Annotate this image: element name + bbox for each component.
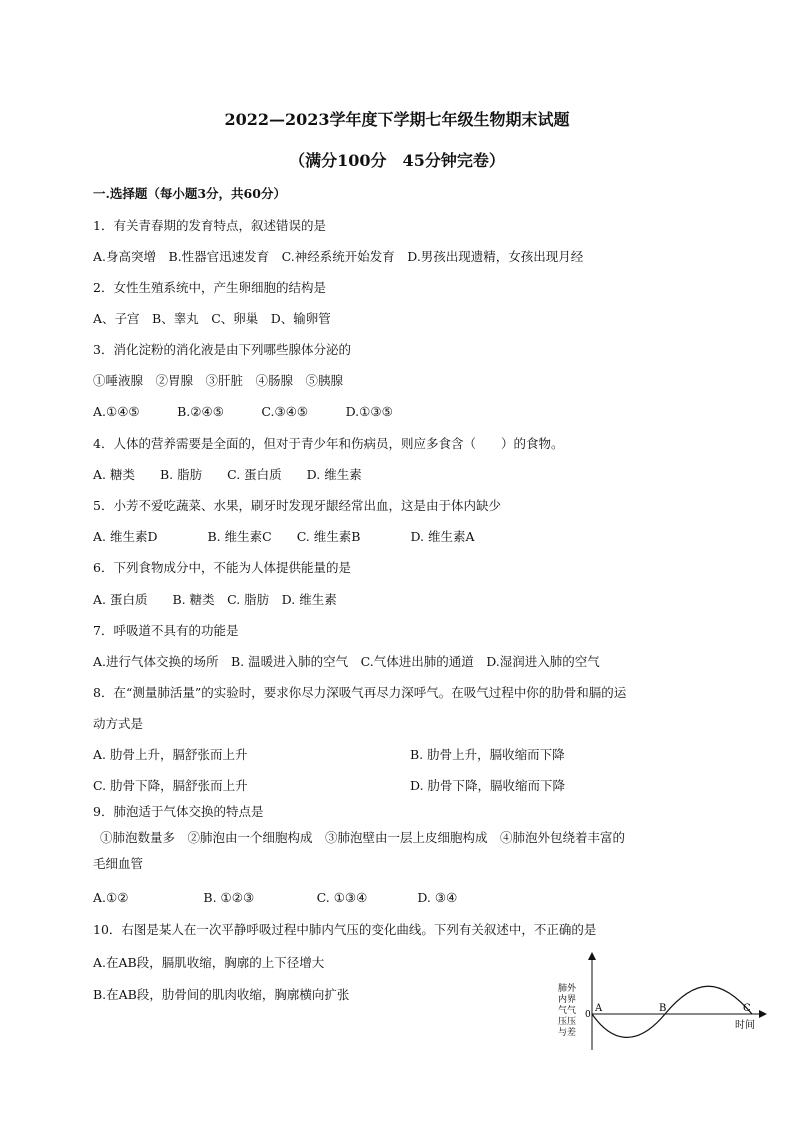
question-3-items: ①唾液腺 ②胃腺 ③肝脏 ④肠腺 ⑤胰腺 (93, 373, 344, 388)
point-a-label: A (595, 1003, 603, 1014)
question-9-items-continued: 毛细血管 (93, 856, 144, 871)
question-7-options: A.进行气体交换的场所 B. 温暖进入肺的空气 C.气体进出肺的通道 D.湿润进入肺的空气 (93, 654, 600, 669)
pressure-curve (592, 986, 752, 1037)
y-label-line-1: 肺外 (558, 984, 577, 994)
question-5-options: A. 维生素D B. 维生素C C. 维生素B D. 维生素A (93, 529, 475, 544)
question-3-options: A.①④⑤ B.②④⑤ C.③④⑤ D.①③⑤ (93, 404, 393, 419)
y-label-line-5: 与差 (558, 1028, 577, 1038)
question-6-options: A. 蛋白质 B. 糖类 C. 脂肪 D. 维生素 (93, 592, 337, 607)
question-8-continued: 动方式是 (93, 716, 144, 731)
question-6: 6．下列食物成分中，不能为人体提供能量的是 (93, 560, 351, 575)
page-title: 2022—2023学年度下学期七年级生物期末试题 (224, 110, 570, 129)
pressure-graph (555, 950, 775, 1060)
question-7: 7．呼吸道不具有的功能是 (93, 623, 239, 638)
question-9-items: ①肺泡数量多 ②肺泡由一个细胞构成 ③肺泡壁由一层上皮细胞构成 ④肺泡外包绕着丰富的 (100, 830, 626, 845)
question-10-option-a: A.在AB段，膈肌收缩，胸廓的上下径增大 (93, 955, 325, 970)
y-label-line-3: 气气 (558, 1006, 577, 1016)
page-subtitle: （满分100分 45分钟完卷） (289, 151, 505, 170)
question-8: 8．在“测量肺活量”的实验时，要求你尽力深吸气再尽力深呼气。在吸气过程中你的肋骨和膈的运 (93, 685, 627, 700)
point-b-label: B (659, 1003, 667, 1014)
question-1-options: A.身高突增 B.性器官迅速发育 C.神经系统开始发育 D.男孩出现遗精，女孩出现月经 (93, 249, 584, 264)
question-10-option-b: B.在AB段，肋骨间的肌肉收缩，胸廓横向扩张 (93, 987, 350, 1002)
question-10: 10．右图是某人在一次平静呼吸过程中肺内气压的变化曲线。下列有关叙述中，不正确的是 (93, 922, 597, 937)
y-label-line-2: 内界 (558, 995, 577, 1005)
section-heading: 一.选择题（每小题3分，共60分） (93, 186, 286, 201)
x-axis-label: 时间 (735, 1020, 755, 1031)
question-2-options: A、子宫 B、睾丸 C、卵巢 D、输卵管 (93, 311, 331, 326)
question-9: 9．肺泡适于气体交换的特点是 (93, 804, 264, 819)
point-c-label: C (743, 1003, 751, 1014)
question-4-options: A. 糖类 B. 脂肪 C. 蛋白质 D. 维生素 (93, 467, 362, 482)
y-label-line-4: 压压 (558, 1017, 577, 1027)
question-8-option-b: B. 肋骨上升，膈收缩而下降 (410, 747, 565, 762)
question-8-option-a: A. 肋骨上升，膈舒张而上升 (93, 747, 248, 762)
origin-label: 0 (585, 1010, 591, 1020)
question-9-options: A.①② B. ①②③ C. ①③④ D. ③④ (93, 890, 458, 905)
question-2: 2．女性生殖系统中，产生卵细胞的结构是 (93, 280, 326, 295)
question-8-option-c: C. 肋骨下降，膈舒张而上升 (93, 778, 248, 793)
question-3: 3．消化淀粉的消化液是由下列哪些腺体分泌的 (93, 342, 351, 357)
question-4: 4．人体的营养需要是全面的，但对于青少年和伤病员，则应多食含（ ）的食物。 (93, 436, 564, 451)
question-8-option-d: D. 肋骨下降，膈收缩而下降 (410, 778, 566, 793)
question-1: 1．有关青春期的发育特点，叙述错误的是 (93, 218, 326, 233)
question-5: 5．小芳不爱吃蔬菜、水果，刷牙时发现牙龈经常出血，这是由于体内缺少 (93, 498, 501, 513)
